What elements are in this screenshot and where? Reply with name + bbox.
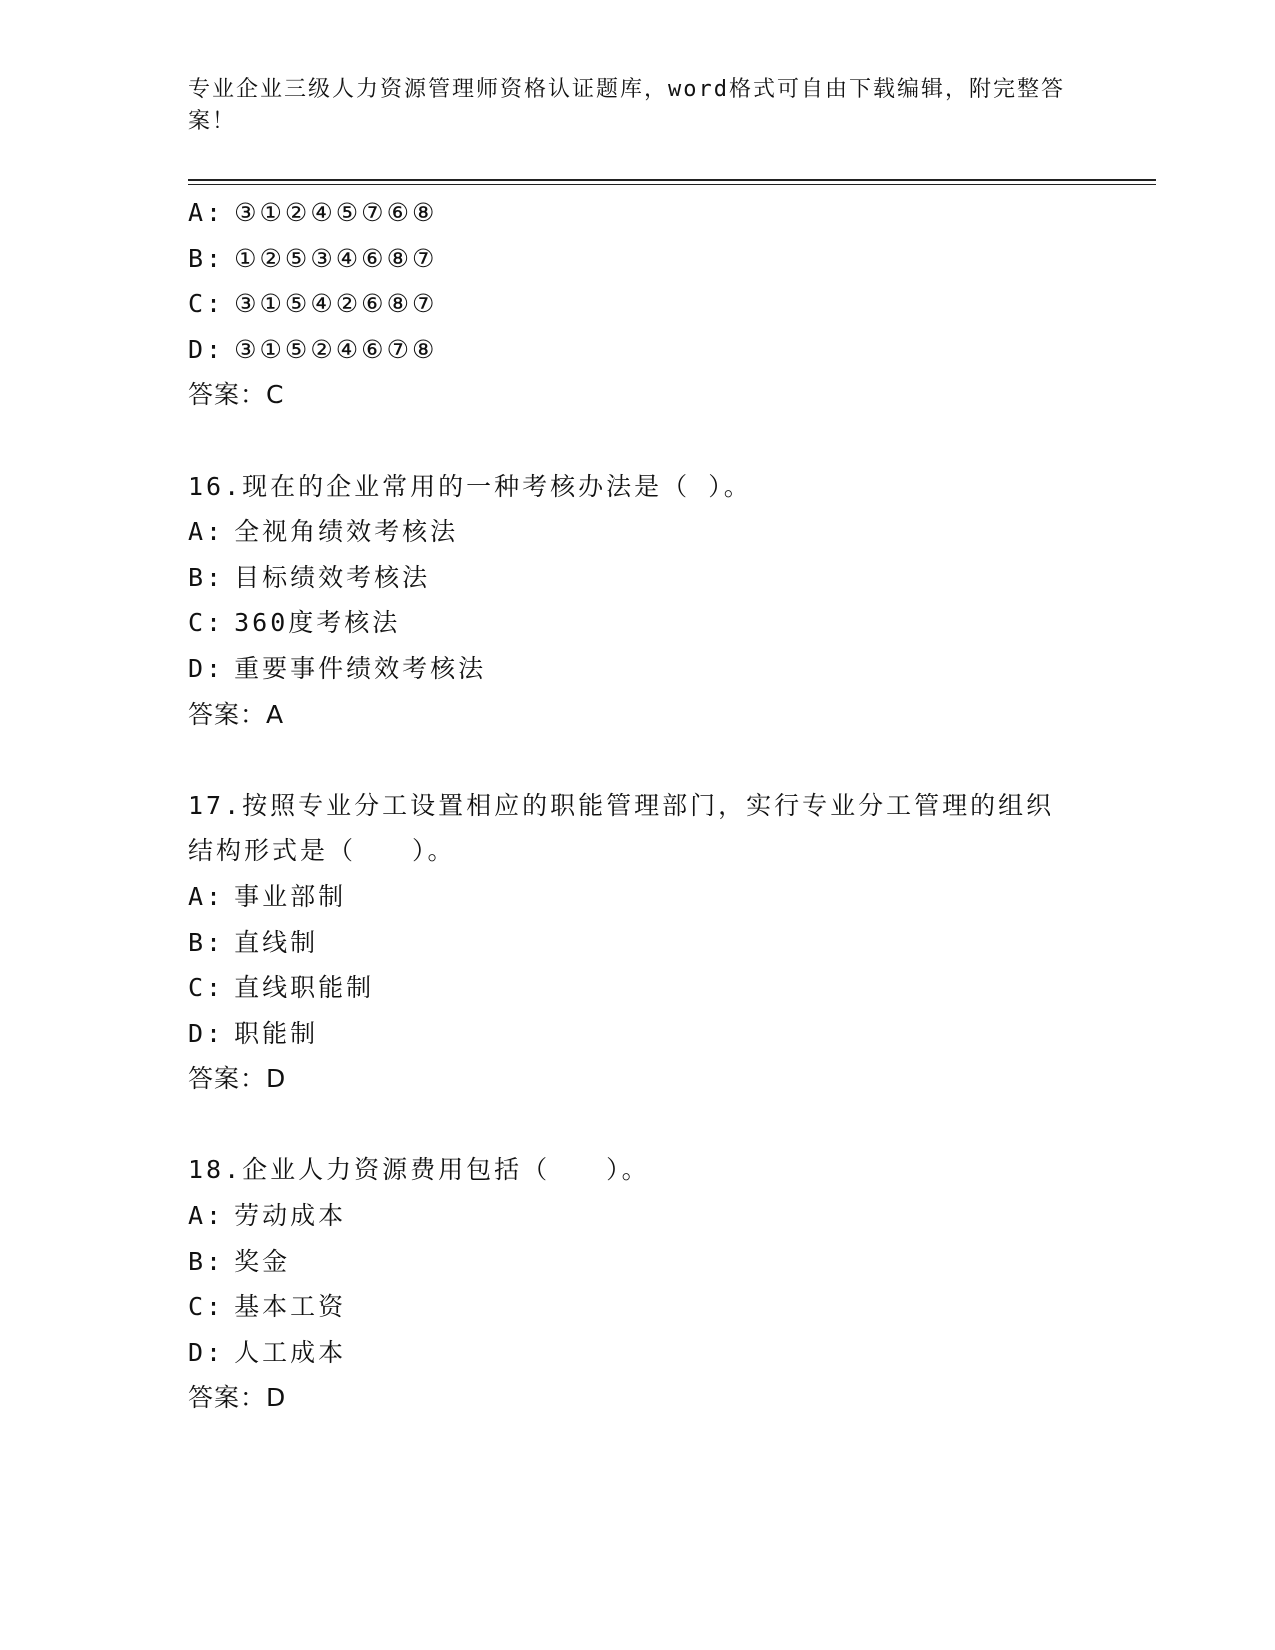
option-a: A: 全视角绩效考核法 <box>188 517 459 547</box>
question-content <box>188 190 1088 1421</box>
question-15-options <box>188 190 1088 418</box>
option-b: B: ①②⑤③④⑥⑧⑦ <box>188 243 438 273</box>
question-17 <box>188 783 1088 1102</box>
answer: 答案：A <box>188 699 285 729</box>
option-c: C: 360度考核法 <box>188 608 401 638</box>
option-d: D: ③①⑤②④⑥⑦⑧ <box>188 334 438 364</box>
spacer <box>188 737 1088 783</box>
option-b: B: 直线制 <box>188 927 319 957</box>
question-stem: 18.企业人力资源费用包括（ ）。 <box>188 1155 650 1185</box>
question-18 <box>188 1147 1088 1421</box>
answer: 答案：D <box>188 1383 287 1413</box>
answer: 答案：C <box>188 380 285 410</box>
spacer <box>188 418 1088 464</box>
header-divider-thin <box>188 184 1156 185</box>
option-c: C: 基本工资 <box>188 1292 347 1322</box>
option-c: C: ③①⑤④②⑥⑧⑦ <box>188 289 438 319</box>
question-stem: 16.现在的企业常用的一种考核办法是（ ）。 <box>188 471 752 501</box>
spacer <box>188 1102 1088 1148</box>
question-stem-line-1: 17.按照专业分工设置相应的职能管理部门，实行专业分工管理的组织 <box>188 790 1055 820</box>
option-a: A: ③①②④⑤⑦⑥⑧ <box>188 198 438 227</box>
question-16 <box>188 464 1088 738</box>
option-a: A: 事业部制 <box>188 881 347 911</box>
option-d: D: 职能制 <box>188 1018 319 1048</box>
question-stem-line-2: 结构形式是（ ）。 <box>188 836 456 866</box>
option-a: A: 劳动成本 <box>188 1201 347 1231</box>
document-header: 专业企业三级人力资源管理师资格认证题库，word格式可自由下载编辑，附完整答案！ <box>188 77 1065 134</box>
option-d: D: 重要事件绩效考核法 <box>188 653 487 683</box>
answer: 答案：D <box>188 1064 287 1094</box>
option-b: B: 目标绩效考核法 <box>188 562 431 592</box>
option-c: C: 直线职能制 <box>188 973 375 1003</box>
option-b: B: 奖金 <box>188 1246 291 1276</box>
header-divider-thick <box>188 179 1156 181</box>
option-d: D: 人工成本 <box>188 1337 347 1367</box>
